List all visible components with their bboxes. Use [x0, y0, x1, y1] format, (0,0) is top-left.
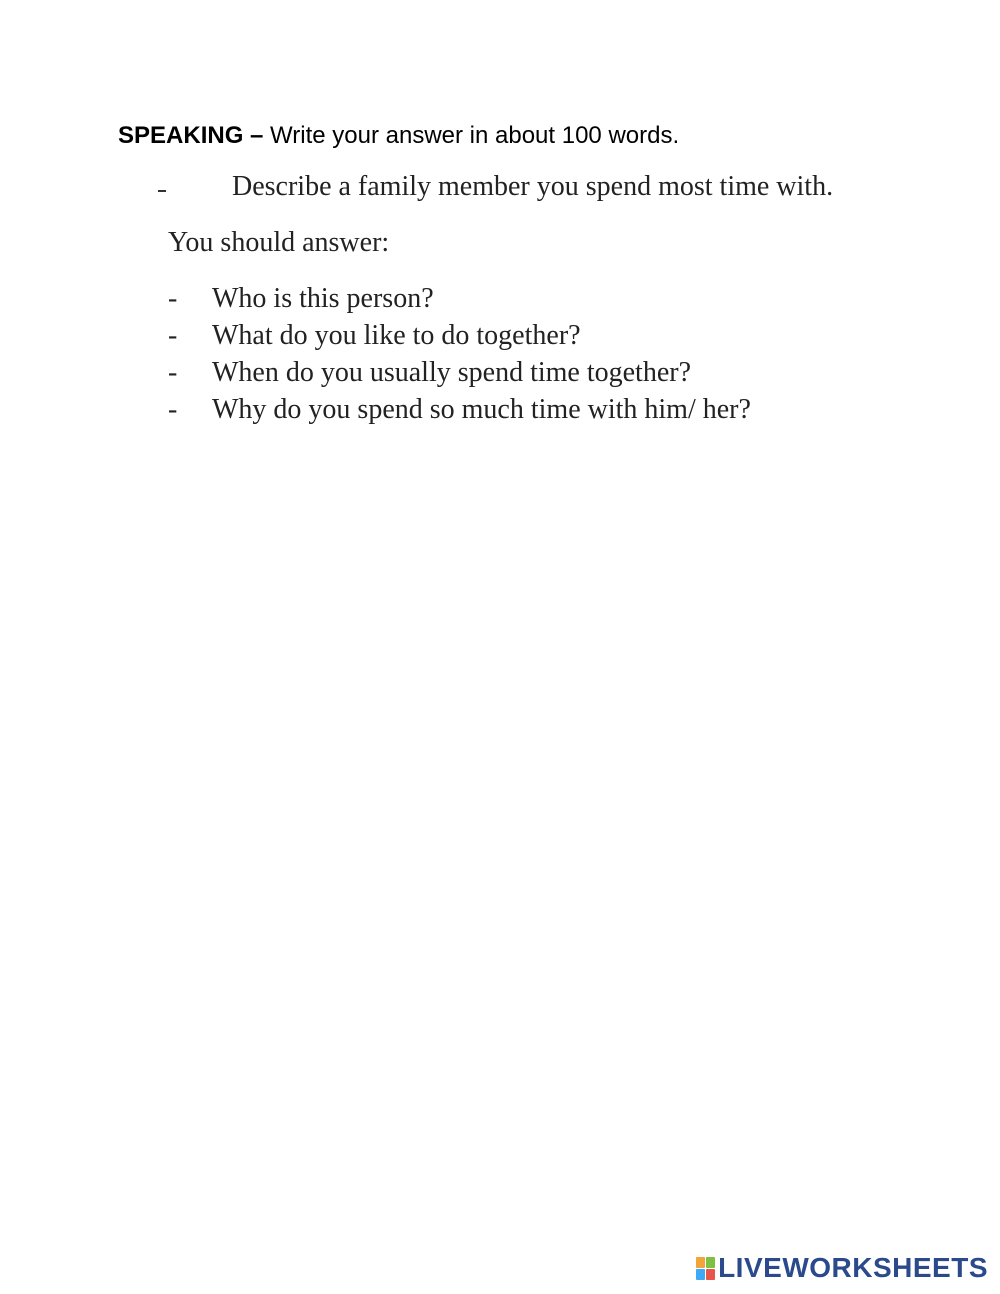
logo-block — [696, 1269, 705, 1280]
scan-artifact — [158, 190, 166, 192]
bullet-dash: - — [168, 357, 178, 388]
task-prompt: Describe a family member you spend most time with. — [232, 171, 834, 202]
task-instruction: You should answer: — [168, 227, 390, 258]
list-item — [168, 393, 751, 430]
question-text: Who is this person? — [212, 283, 434, 314]
section-label: SPEAKING – — [118, 122, 264, 149]
liveworksheets-logo — [696, 1254, 988, 1282]
list-item — [168, 282, 751, 319]
list-item — [168, 319, 751, 356]
question-text: When do you usually spend time together? — [212, 357, 691, 388]
section-instruction: Write your answer in about 100 words. — [263, 122, 680, 149]
logo-block — [696, 1257, 705, 1268]
logo-blocks-icon — [696, 1257, 715, 1280]
list-item — [168, 356, 751, 393]
bullet-dash: - — [168, 320, 178, 351]
bullet-dash: - — [168, 394, 178, 425]
question-text: Why do you spend so much time with him/ her? — [212, 394, 751, 425]
logo-block — [706, 1269, 715, 1280]
logo-wordmark: LIVEWORKSHEETS — [718, 1252, 988, 1283]
question-text: What do you like to do together? — [212, 320, 581, 351]
bullet-dash: - — [168, 283, 178, 314]
question-list — [168, 282, 751, 430]
task-image — [150, 168, 890, 438]
logo-block — [706, 1257, 715, 1268]
section-heading — [118, 120, 679, 152]
